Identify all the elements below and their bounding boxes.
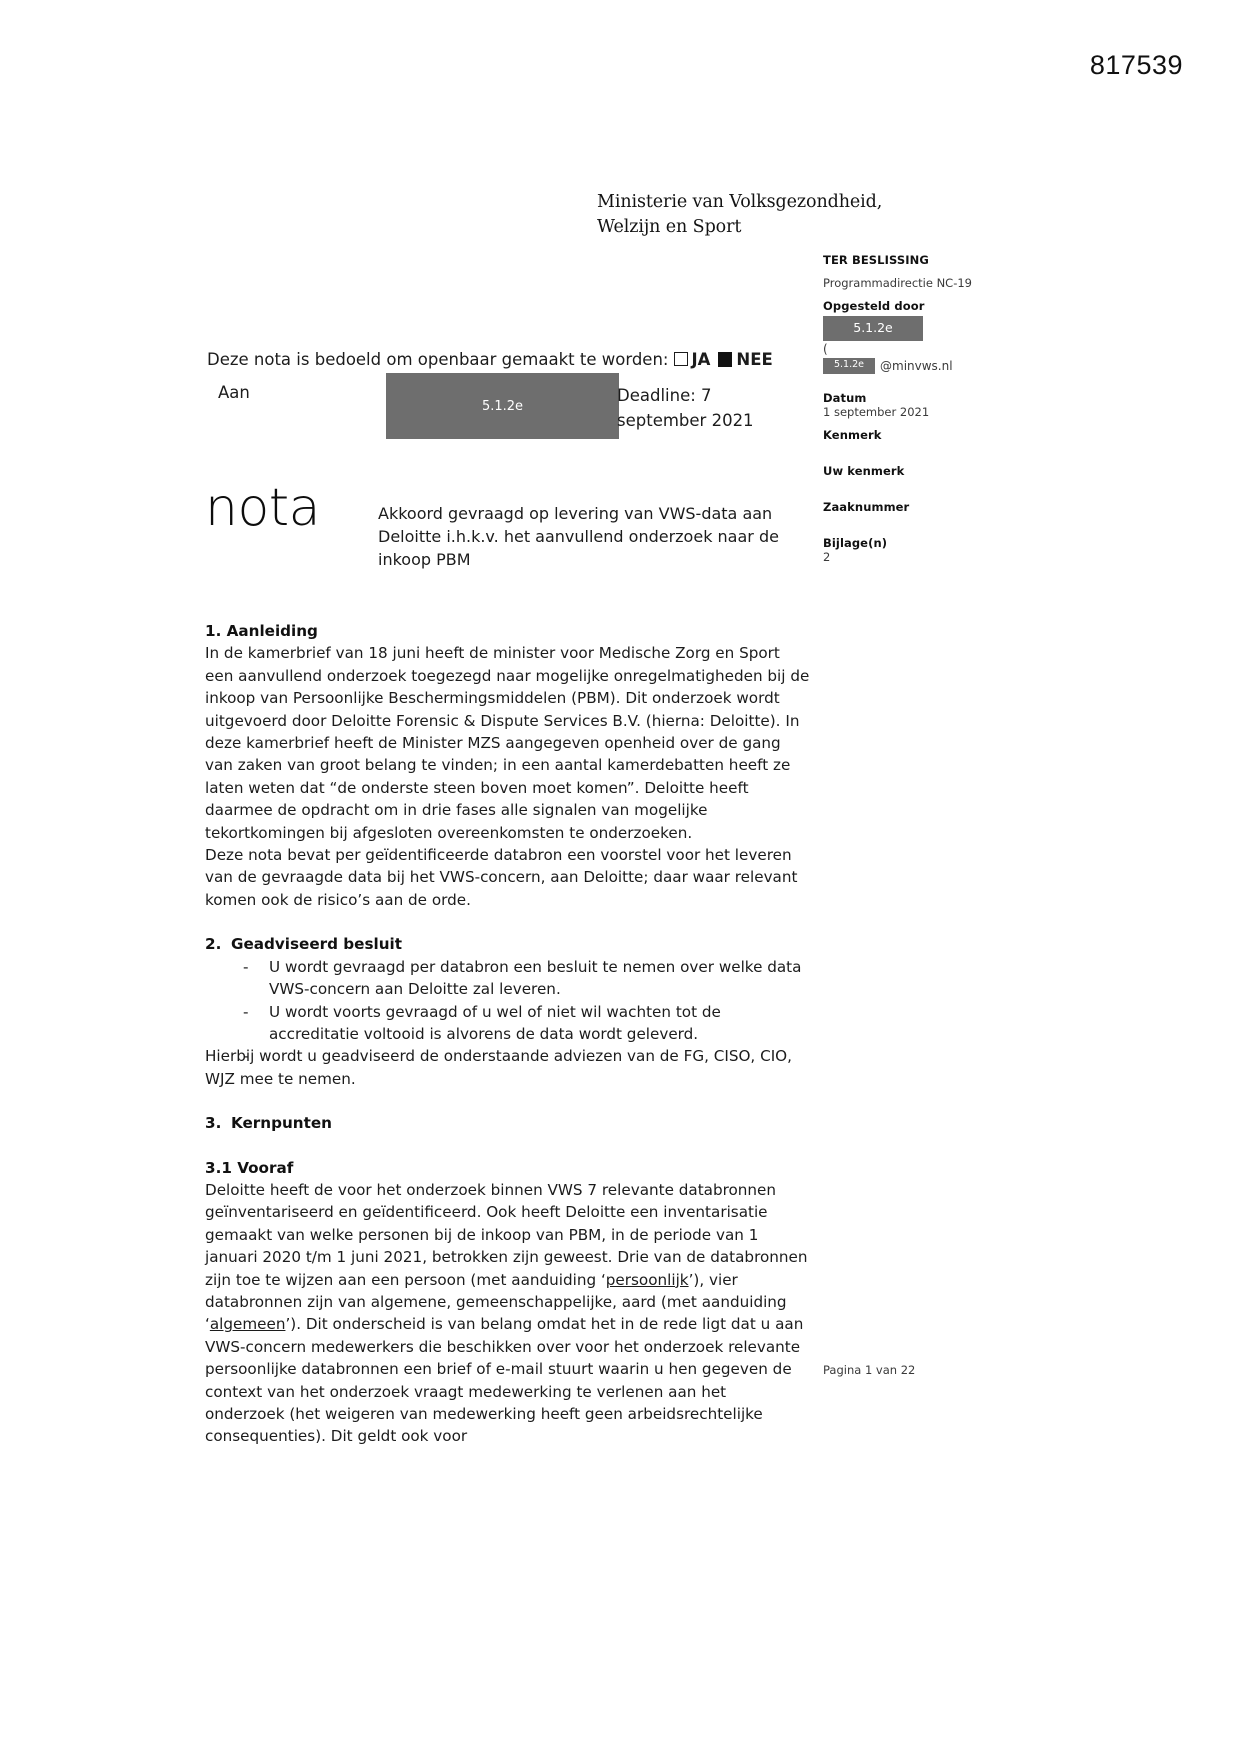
checkbox-ja[interactable]	[674, 352, 688, 366]
ministry-line-2: Welzijn en Sport	[597, 217, 742, 237]
section-2-number: 2.	[205, 935, 222, 954]
author-redaction-box: 5.1.2e	[823, 316, 923, 341]
aan-label: Aan	[218, 383, 250, 402]
openbaar-disclosure-line	[207, 350, 773, 369]
bijlagen-label: Bijlage(n)	[823, 536, 888, 551]
checkbox-nee-checked[interactable]	[718, 352, 732, 367]
email-redaction-box: 5.1.2e	[823, 358, 875, 374]
openbaar-question-text: Deze nota is bedoeld om openbaar gemaakt te worden:	[207, 350, 669, 369]
section-3-number: 3.	[205, 1114, 222, 1133]
s31-text-a: Deloitte heeft de voor het onderzoek binnen VWS 7 relevante databronnen geïnventariseerd en geïdentificeerd. Ook heeft Deloitte een inventarisatie gemaakt van welke personen bij de inkoop van PBM, in de periode van 1 januari 2020 t/m 1 juni 2021, betrokken zijn geweest. Drie van de databronnen zijn toe te wijzen aan een persoon (met aanduiding ‘	[205, 1180, 808, 1289]
section-3-title: Kernpunten	[231, 1114, 332, 1133]
author-email-row	[823, 358, 1038, 374]
bijlagen-value: 2	[823, 550, 831, 565]
section-3-1-paragraph-1	[205, 1179, 810, 1448]
s31-underline-persoonlijk: persoonlijk	[605, 1270, 689, 1289]
section-2-title: Geadviseerd besluit	[231, 935, 402, 954]
section-1-paragraph-1: In de kamerbrief van 18 juni heeft de minister voor Medische Zorg en Sport een aanvullend onderzoek toegezegd naar mogelijke onregelmatigheden bij de inkoop van Persoonlijke Beschermingsmiddelen (PBM). Dit onderzoek wordt uitgevoerd door Deloitte Forensic & Dispute Services B.V. (hierna: Deloitte). In deze kamerbrief heeft de Minister MZS aangegeven openheid over de gang van zaken van groot belang te vinden; in een aantal kamerdebatten heeft ze laten weten dat “de onderste steen boven moet komen”. Deloitte heeft daarmee de opdracht om in drie fases alle signalen van mogelijke tekortkomingen bij afgesloten overeenkomsten te onderzoeken.	[205, 644, 810, 842]
page-footer: Pagina 1 van 22	[823, 1363, 916, 1377]
decision-type-label: TER BESLISSING	[823, 253, 929, 267]
directorate-label: Programmadirectie NC-19	[823, 276, 972, 290]
ministry-logotype	[597, 190, 882, 240]
s31-underline-algemeen: algemeen	[209, 1315, 286, 1334]
s31-text-b: ’), vier databronnen zijn van algemene, gemeenschappelijke, aard (met aanduiding ‘	[205, 1270, 787, 1334]
section-3-1-heading: 3.1 Vooraf	[205, 1158, 294, 1177]
author-label: Opgesteld door	[823, 299, 925, 313]
aan-redaction-box: 5.1.2e	[386, 373, 619, 439]
s31-text-c: ’). Dit onderscheid is van belang omdat het in de rede ligt dat u aan VWS-concern medewerkers die beschikken over voor het onderzoek relevante persoonlijke databronnen een brief of e-mail stuurt waarin u hen gegeven de context van het onderzoek vraagt medewerking te verlenen aan het onderzoek (het weigeren van medewerking heeft geen arbeidsrechtelijke consequenties). Dit geldt ook voor	[205, 1315, 804, 1446]
deadline-text: Deadline: 7 september 2021	[617, 386, 754, 430]
section-1-title: Aanleiding	[226, 622, 318, 640]
zaaknummer-label: Zaaknummer	[823, 500, 910, 515]
date-value: 1 september 2021	[823, 405, 930, 420]
nota-subject: Akkoord gevraagd op levering van VWS-data aan Deloitte i.h.k.v. het aanvullend onderzoek naar de inkoop PBM	[378, 504, 779, 569]
uw-kenmerk-label: Uw kenmerk	[823, 464, 905, 479]
metadata-sidebar	[823, 253, 1038, 564]
section-1-heading	[205, 620, 810, 642]
kenmerk-label: Kenmerk	[823, 428, 882, 443]
ministry-line-1: Ministerie van Volksgezondheid,	[597, 192, 883, 212]
date-label: Datum	[823, 391, 867, 406]
document-number: 817539	[1089, 50, 1183, 80]
section-1-number: 1.	[205, 622, 222, 640]
list-item: - U wordt gevraagd per databron een besluit te nemen over welke data VWS-concern aan Deloitte zal leveren.	[243, 956, 810, 1001]
nota-wordmark: nota	[205, 478, 321, 538]
email-domain: @minvws.nl	[880, 359, 953, 374]
section-1-paragraph-2: Deze nota bevat per geïdentificeerde databron een voorstel voor het leveren van de gevraagde data bij het VWS-concern, aan Deloitte; daar waar relevant komen ook de risico’s aan de orde.	[205, 846, 798, 909]
section-2-heading	[205, 933, 810, 955]
author-paren-fragment: (	[823, 342, 828, 357]
section-2-paragraph-1: Hierbij wordt u geadviseerd de onderstaande adviezen van de FG, CISO, CIO, WJZ mee te nemen.	[205, 1047, 792, 1088]
option-label-ja: JA	[691, 350, 711, 369]
document-body	[205, 620, 810, 1448]
list-item: - U wordt voorts gevraagd of u wel of niet wil wachten tot de accreditatie voltooid is alvorens de data wordt geleverd.	[243, 1001, 810, 1046]
option-label-nee: NEE	[736, 350, 773, 369]
section-2-bullet-list	[205, 956, 810, 1046]
section-3-heading	[205, 1112, 810, 1134]
